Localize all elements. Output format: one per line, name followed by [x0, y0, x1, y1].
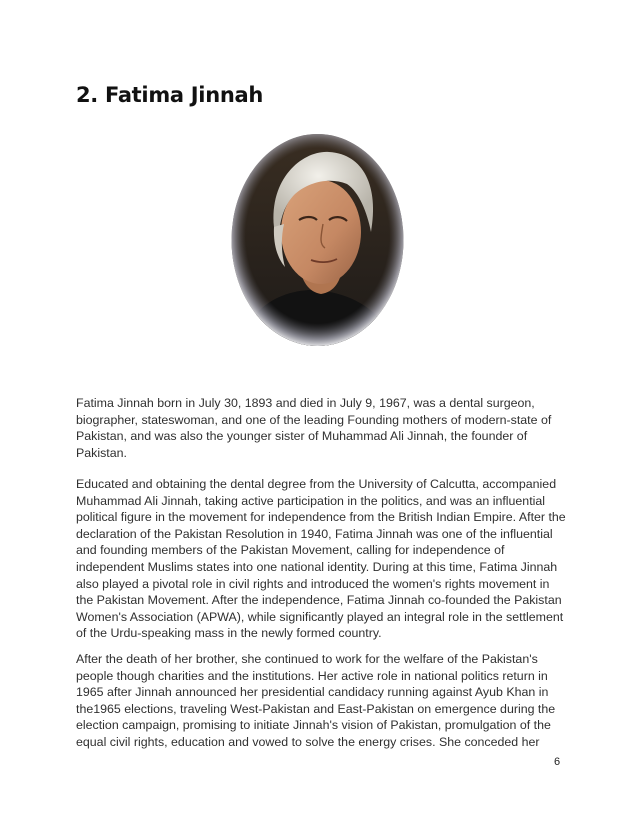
- portrait-image: [229, 132, 406, 348]
- paragraph-intro: Fatima Jinnah born in July 30, 1893 and died in July 9, 1967, was a dental surgeon, biographer, stateswoman, and one of the leading Founding mothers of modern-state of Pakistan, and was also the younger sister of Muhammad Ali Jinnah, the founder of Pakistan.: [76, 396, 552, 460]
- page-heading: 2. Fatima Jinnah: [76, 83, 264, 107]
- paragraph-education: Educated and obtaining the dental degree from the University of Calcutta, accompanied Muhammad Ali Jinnah, taking active participation in the politics, and was an influential political figure in the movement for independence from the British Indian Empire. After the declaration of the Pakistan Resolution in 1940, Fatima Jinnah was one of the influential and founding members of the Pakistan Movement, calling for independence of independent Muslims states into one national identity. During at this time, Fatima Jinnah also played a pivotal role in civil rights and introduced the women's rights movement in the Pakistan Movement. After the independence, Fatima Jinnah co-founded the Pakistan Women's Association (APWA), while significantly played an integral role in the settlement of the Urdu-speaking mass in the newly formed country.: [76, 477, 566, 641]
- page-number: 6: [554, 756, 561, 768]
- paragraph-later-life: After the death of her brother, she continued to work for the welfare of the Pakistan's people though charities and the institutions. Her active role in national politics return in 1965 after Jinnah announced her presidential candidacy running against Ayub Khan in the1965 elections, traveling West-Pakistan and East-Pakistan on emergence during the election campaign, promising to initiate Jinnah's vision of Pakistan, promulgation of the equal civil rights, education and vowed to solve the energy crises. She conceded her: [76, 652, 556, 749]
